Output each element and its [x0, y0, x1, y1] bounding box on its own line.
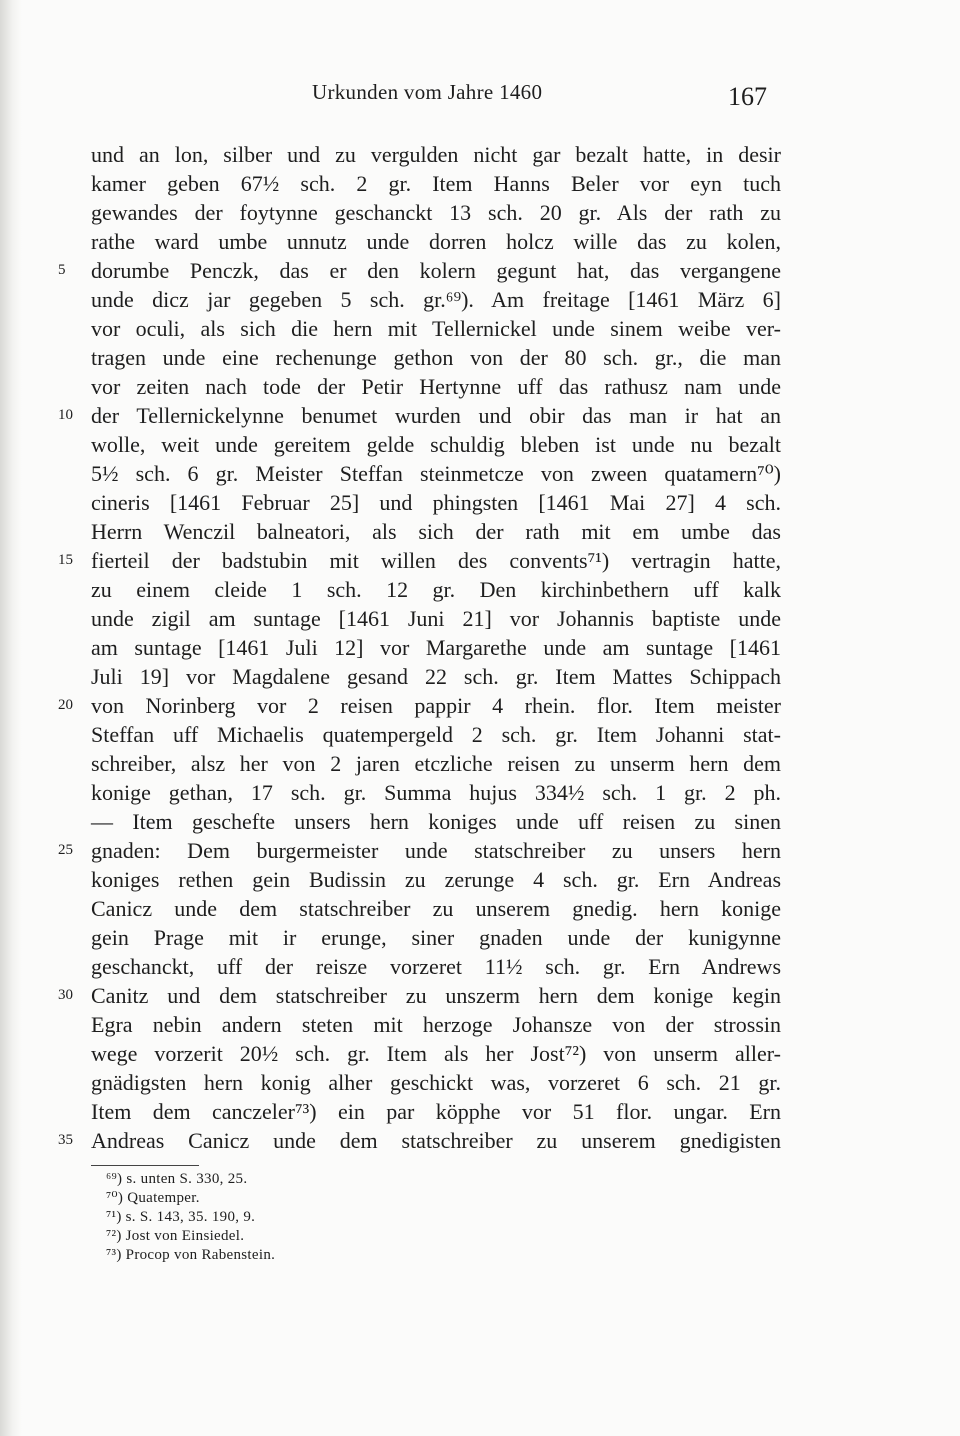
text-line: koniges rethen gein Budissin zu zerunge 4 sch. gr. Ern Andreas [91, 867, 781, 892]
text-line: gewandes der foytynne geschanckt 13 sch. 20 gr. Als der rath zu [91, 200, 781, 225]
text-line: und an lon, silber und zu vergulden nicht gar bezalt hatte, in desir [91, 142, 781, 167]
line-number: 20 [58, 697, 73, 713]
text-line: Canitz und dem statschreiber zu unszerm hern dem konige kegin [91, 983, 781, 1008]
text-line: gnädigsten hern konig alher geschickt was, vorzeret 6 sch. 21 gr. [91, 1070, 781, 1095]
page-number: 167 [728, 82, 767, 111]
text-line: am suntage [1461 Juli 12] vor Margarethe unde am suntage [1461 [91, 635, 781, 660]
text-line: Herrn Wenczil balneatori, als sich der rath mit em umbe das [91, 519, 781, 544]
text-line: rathe ward umbe unnutz unde dorren holcz wille das zu kolen, [91, 229, 781, 254]
footnote-divider [91, 1165, 199, 1166]
text-line: unde dicz jar gegeben 5 sch. gr.⁶⁹). Am freitage [1461 März 6] [91, 287, 781, 312]
text-line: tragen unde eine rechenunge gethon von der 80 sch. gr., die man [91, 345, 781, 370]
footnote: ⁷²) Jost von Einsiedel. [106, 1228, 245, 1244]
line-number: 35 [58, 1132, 73, 1148]
footnote: ⁶⁹) s. unten S. 330, 25. [106, 1171, 248, 1187]
text-line: dorumbe Penczk, das er den kolern gegunt hat, das vergangene [91, 258, 781, 283]
scan-binding-shadow [0, 0, 22, 1436]
text-line: vor zeiten nach tode der Petir Hertynne uff das rathusz nam unde [91, 374, 781, 399]
text-line: Canicz unde dem statschreiber zu unserem gnedig. hern konige [91, 896, 781, 921]
text-line: — Item geschefte unsers hern koniges unde uff reisen zu sinen [91, 809, 781, 834]
line-number: 15 [58, 552, 73, 568]
line-number: 5 [58, 262, 66, 278]
text-line: gnaden: Dem burgermeister unde statschreiber zu unsers hern [91, 838, 781, 863]
text-line: wege vorzerit 20½ sch. gr. Item als her Jost⁷²) von unserm aller- [91, 1041, 781, 1066]
text-line: von Norinberg vor 2 reisen pappir 4 rhein. flor. Item meister [91, 693, 781, 718]
text-line: fierteil der badstubin mit willen des convents⁷¹) vertragin hatte, [91, 548, 781, 573]
text-line: unde zigil am suntage [1461 Juni 21] vor Johannis baptiste unde [91, 606, 781, 631]
text-line: vor oculi, als sich die hern mit Tellernickel unde sinem weibe ver- [91, 316, 781, 341]
text-line: cineris [1461 Februar 25] und phingsten [1461 Mai 27] 4 sch. [91, 490, 781, 515]
line-number: 30 [58, 987, 73, 1003]
line-number: 25 [58, 842, 73, 858]
text-line: konige gethan, 17 sch. gr. Summa hujus 334½ sch. 1 gr. 2 ph. [91, 780, 781, 805]
text-line: Item dem canczeler⁷³) ein par köpphe vor 51 flor. ungar. Ern [91, 1099, 781, 1124]
text-line: kamer geben 67½ sch. 2 gr. Item Hanns Beler vor eyn tuch [91, 171, 781, 196]
running-title: Urkunden vom Jahre 1460 [312, 80, 543, 104]
text-line: Juli 19] vor Magdalene gesand 22 sch. gr. Item Mattes Schippach [91, 664, 781, 689]
text-line: Steffan uff Michaelis quatempergeld 2 sch. gr. Item Johanni stat- [91, 722, 781, 747]
footnote: ⁷⁰) Quatemper. [106, 1190, 200, 1206]
text-line: 5½ sch. 6 gr. Meister Steffan steinmetcze von zween quatamern⁷⁰) [91, 461, 781, 486]
text-line: schreiber, alsz her von 2 jaren etczliche reisen zu unserm hern dem [91, 751, 781, 776]
text-line: gein Prage mit ir erunge, siner gnaden unde der kunigynne [91, 925, 781, 950]
line-number: 10 [58, 407, 73, 423]
footnote: ⁷³) Procop von Rabenstein. [106, 1247, 276, 1263]
text-line: Andreas Canicz unde dem statschreiber zu unserem gnedigisten [91, 1128, 781, 1153]
running-header [0, 80, 960, 114]
text-line: wolle, weit unde gereitem gelde schuldig bleben ist unde nu bezalt [91, 432, 781, 457]
text-line: Egra nebin andern steten mit herzoge Johansze von der strossin [91, 1012, 781, 1037]
footnote: ⁷¹) s. S. 143, 35. 190, 9. [106, 1209, 256, 1225]
text-line: zu einem cleide 1 sch. 12 gr. Den kirchinbethern uff kalk [91, 577, 781, 602]
text-line: geschanckt, uff der reisze vorzeret 11½ sch. gr. Ern Andrews [91, 954, 781, 979]
text-line: der Tellernickelynne benumet wurden und obir das man ir hat an [91, 403, 781, 428]
